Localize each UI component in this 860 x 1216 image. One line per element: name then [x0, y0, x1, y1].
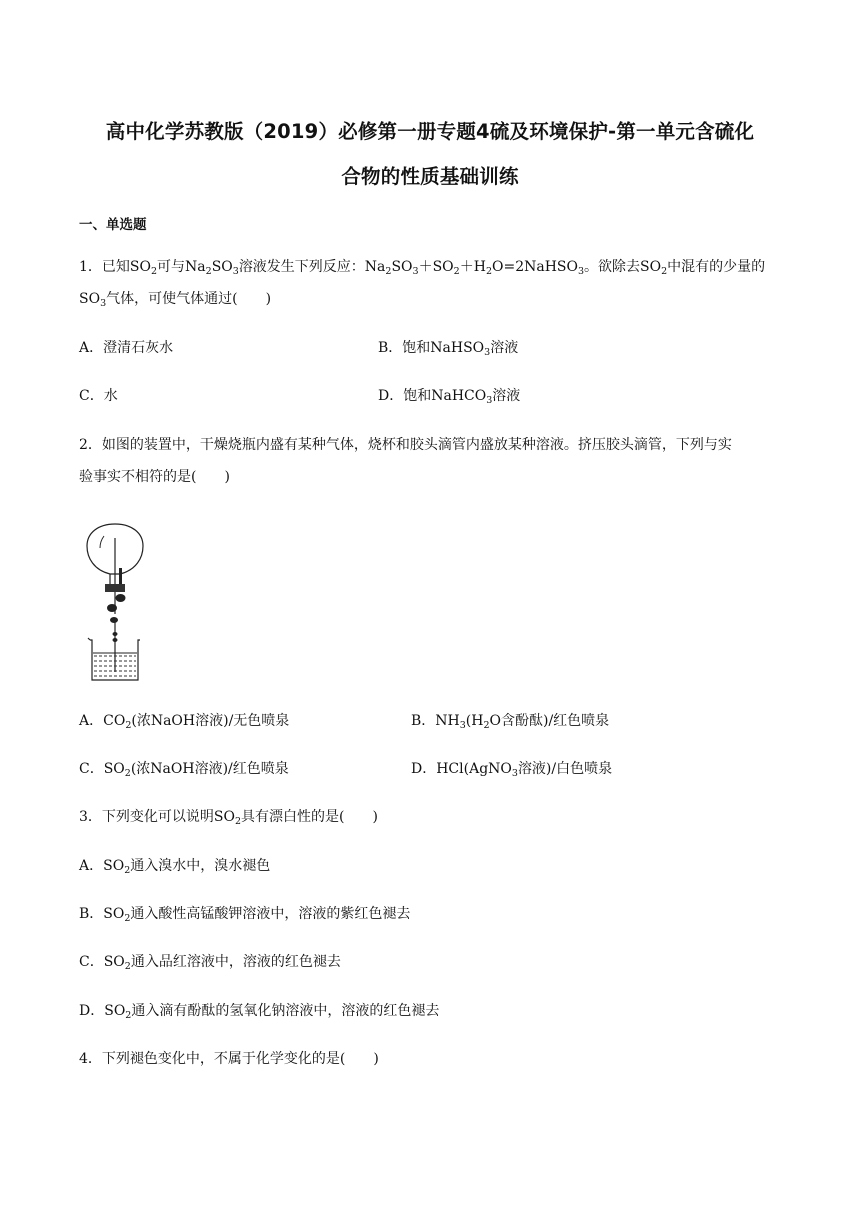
question-2-option-b: B．$NH_3(H_2O$含酚酞)/红色喷泉: [411, 713, 610, 731]
question-1-stem-line2: $SO_3$气体，可使气体通过( ): [79, 291, 272, 309]
question-3-option-c: C．$SO_2$通入品红溶液中，溶液的红色褪去: [79, 954, 341, 972]
question-3-option-d: D．$SO_2$通入滴有酚酞的氢氧化钠溶液中，溶液的红色褪去: [79, 1003, 440, 1021]
question-4-stem: 4．下列褪色变化中，不属于化学变化的是( ): [79, 1051, 379, 1067]
question-2-stem-line2: 验事实不相符的是( ): [79, 469, 230, 485]
question-1-option-c: C．水: [79, 388, 118, 404]
question-1-option-b: B．饱和NaHSO$_3$溶液: [378, 340, 519, 358]
section-heading: 一、单选题: [79, 217, 147, 233]
question-1-stem-line1: 1．已知$SO_2$可与$Na_2SO_3$溶液发生下列反应：$Na_2SO_3+SO_2+H_2O=2NaHSO_3$。欲除去$SO_2$中混有的少量的: [79, 259, 766, 277]
question-3-stem: 3．下列变化可以说明$SO_2$具有漂白性的是( ): [79, 809, 378, 827]
question-1-option-a: A．澄清石灰水: [79, 340, 174, 356]
question-3-option-b: B．$SO_2$通入酸性高锰酸钾溶液中，溶液的紫红色褪去: [79, 906, 411, 924]
question-1-option-d: D．饱和NaHCO$_3$溶液: [378, 388, 521, 406]
document-title-line2: 合物的性质基础训练: [341, 165, 519, 188]
question-2-stem-line1: 2．如图的装置中，干燥烧瓶内盛有某种气体，烧杯和胶头滴管内盛放某种溶液。挤压胶头滴管，下列与实: [79, 437, 732, 453]
question-2-option-c: C．$SO_2$(浓NaOH溶液)/红色喷泉: [79, 761, 289, 779]
question-2-option-a: A．$CO_2$(浓NaOH溶液)/无色喷泉: [79, 713, 290, 731]
document-title-line1: 高中化学苏教版（2019）必修第一册专题4硫及环境保护-第一单元含硫化: [105, 120, 755, 143]
question-2-option-d: D．HCl(AgNO$_3$溶液)/白色喷泉: [411, 761, 613, 779]
question-3-option-a: A．$SO_2$通入溴水中，溴水褪色: [79, 858, 271, 876]
fountain-apparatus-figure: [84, 522, 146, 684]
